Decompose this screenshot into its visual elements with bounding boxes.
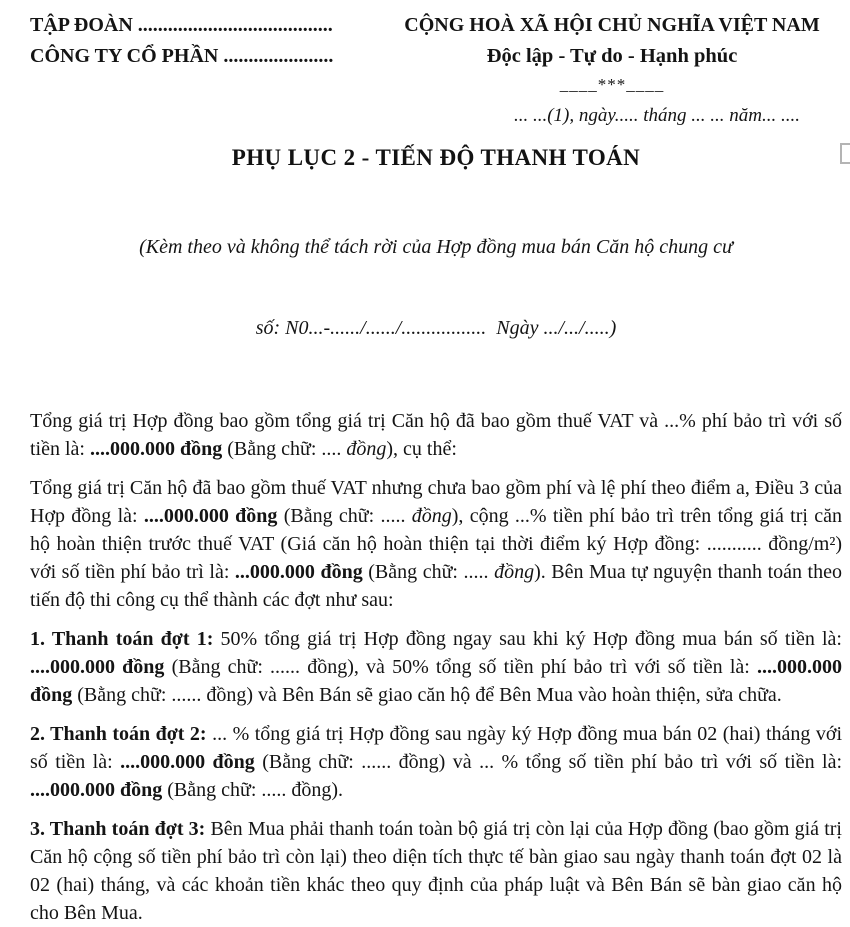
- text-run: ), cụ thể:: [386, 438, 457, 460]
- text-run: ), cộng ...% tiền phí bảo trì trên tổng giá trị căn hộ hoàn thiện trước thuế VAT (Giá căn hộ hoàn thiện tại thời điểm ký Hợp đồng: ........... đồng/m²) với số tiền phí bảo trì là:: [30, 505, 842, 583]
- text-run: 50% tổng giá trị Hợp đồng ngay sau khi ký Hợp đồng mua bán số tiền là:: [220, 628, 842, 650]
- text-run: (Bằng chữ: ..... đồng).: [167, 779, 344, 801]
- national-title-line: CỘNG HOÀ XÃ HỘI CHỦ NGHĨA VIỆT NAM: [404, 14, 820, 36]
- subtitle-line-2: số: N0...-....../....../................. Ngày .../.../.....): [255, 317, 617, 339]
- company-name-line: CÔNG TY CỔ PHẦN ......................: [30, 45, 334, 67]
- text-run: (Bằng chữ: ...... đồng) và ... % tổng số tiền phí bảo trì với số tiền là:: [262, 751, 843, 773]
- text-run: ). Bên Mua tự nguyện thanh toán theo tiến độ thi công cụ thể thành các đợt như sau:: [30, 561, 842, 611]
- paragraph-total-contract-value: [30, 407, 842, 463]
- text-run: đồng: [411, 505, 452, 527]
- paragraph-installment-3: [30, 815, 842, 927]
- text-run: Tổng giá trị Căn hộ đã bao gồm thuế VAT nhưng chưa bao gồm phí và lệ phí theo điểm a, Điều 3 của Hợp đồng là:: [30, 477, 842, 527]
- margin-bracket-mark: [840, 143, 850, 164]
- text-run: ....000.000 đồng: [89, 438, 228, 460]
- text-run: ... % tổng giá trị Hợp đồng sau ngày ký Hợp đồng mua bán 02 (hai) tháng với số tiền là:: [30, 723, 842, 773]
- text-run: ....000.000 đồng: [30, 656, 842, 706]
- text-run: ....000.000 đồng: [143, 505, 284, 527]
- text-run: Bên Mua phải thanh toán toàn bộ giá trị còn lại của Hợp đồng (bao gồm giá trị Căn hộ cộng số tiền phí bảo trì còn lại) theo diện tích thực tế bàn giao sau ngày thanh toán đợt 02 là 02 (hai) tháng, và các khoản tiền khác theo quy định của pháp luật và Bên Bán sẽ bàn giao căn hộ cho Bên Mua.: [30, 818, 842, 924]
- company-header-block: [30, 10, 382, 72]
- text-run: ....000.000 đồng: [120, 751, 263, 773]
- national-header-block: [382, 10, 842, 128]
- text-run: 1. Thanh toán đợt 1:: [30, 628, 221, 650]
- text-run: ....000.000 đồng: [30, 779, 168, 801]
- document-title: PHỤ LỤC 2 - TIẾN ĐỘ THANH TOÁN: [231, 145, 641, 170]
- text-run: 2. Thanh toán đợt 2:: [30, 723, 213, 745]
- text-run: đồng: [494, 561, 535, 583]
- text-run: đồng: [346, 438, 387, 460]
- document-subtitle: [30, 180, 842, 396]
- text-run: ....000.000 đồng: [30, 656, 172, 678]
- text-run: 3. Thanh toán đợt 3:: [30, 818, 211, 840]
- paragraph-apartment-value-detail: [30, 474, 842, 614]
- motto-separator: ____***____: [559, 75, 665, 94]
- text-run: ...000.000 đồng: [234, 561, 369, 583]
- paragraph-installment-1: [30, 625, 842, 709]
- group-name-line: TẬP ĐOÀN .......................................: [30, 14, 333, 36]
- date-place-line: ... ...(1), ngày..... tháng ... ... năm... ....: [513, 105, 800, 126]
- document-body: [30, 407, 842, 927]
- paragraph-installment-2: [30, 720, 842, 804]
- text-run: Tổng giá trị Hợp đồng bao gồm tổng giá trị Căn hộ đã bao gồm thuế VAT và ...% phí bảo trì với số tiền là:: [30, 410, 842, 460]
- national-motto-line: Độc lập - Tự do - Hạnh phúc: [486, 45, 738, 67]
- text-run: (Bằng chữ: .....: [283, 505, 412, 527]
- text-run: (Bằng chữ: .....: [368, 561, 495, 583]
- text-run: (Bằng chữ: ....: [227, 438, 347, 460]
- text-run: (Bằng chữ: ...... đồng), và 50% tổng số tiền phí bảo trì với số tiền là:: [171, 656, 757, 678]
- subtitle-line-1: (Kèm theo và không thể tách rời của Hợp đồng mua bán Căn hộ chung cư: [139, 236, 733, 258]
- text-run: (Bằng chữ: ...... đồng) và Bên Bán sẽ giao căn hộ để Bên Mua vào hoàn thiện, sửa chữa.: [77, 684, 782, 706]
- document-header: [30, 10, 842, 128]
